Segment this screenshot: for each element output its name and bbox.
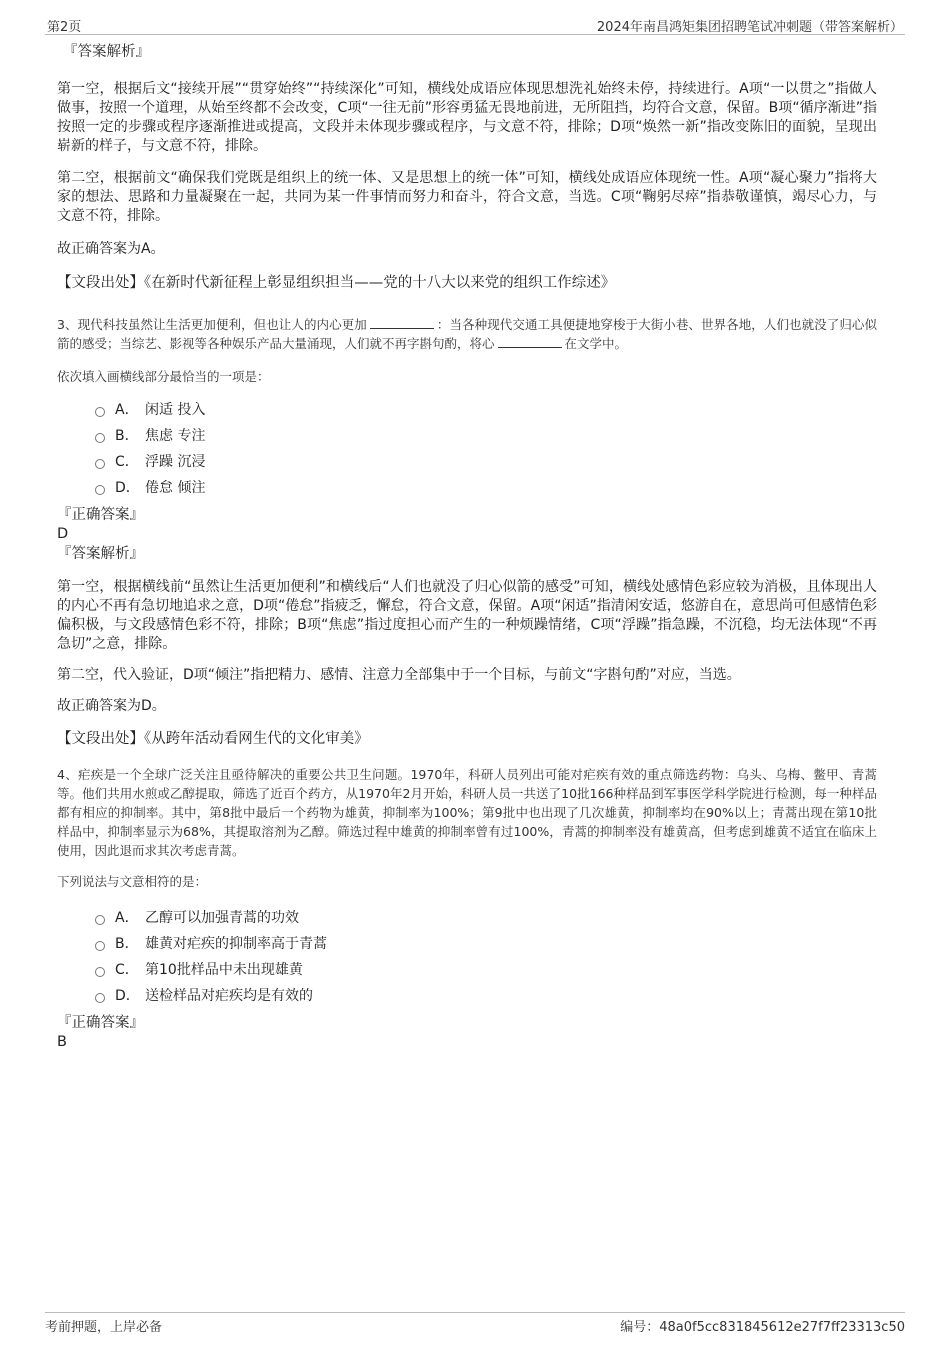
q3-conclusion: 故正确答案为D。 <box>57 698 166 714</box>
footer-slogan: 考前押题，上岸必备 <box>45 1320 163 1335</box>
q3-stem-part-3: 在文学中。 <box>564 336 628 351</box>
q2-conclusion: 故正确答案为A。 <box>57 241 165 257</box>
q3-option-c[interactable]: C． 浮躁 沉浸 <box>95 449 877 475</box>
page-number: 第2页 <box>47 20 82 35</box>
q3-answer: D <box>57 526 69 542</box>
q3-blank-1 <box>370 315 434 329</box>
q3-stem-part-1: 3、现代科技虽然让生活更加便利，但也让人的内心更加 <box>57 317 367 332</box>
q4-answer: B <box>57 1034 67 1050</box>
q3-stem <box>57 315 877 353</box>
radio-icon[interactable] <box>95 407 105 417</box>
page-footer <box>45 1312 905 1333</box>
radio-icon[interactable] <box>95 967 105 977</box>
q3-blank-2 <box>498 334 562 348</box>
q4-option-c[interactable]: C． 第10批样品中未出现雄黄 <box>95 957 877 983</box>
radio-icon[interactable] <box>95 941 105 951</box>
q2-analysis-paragraph-2: 第二空，根据前文“确保我们党既是组织上的统一体、又是思想上的统一体”可知，横线处成语应体现统一性。A项“凝心聚力”指将大家的想法、思路和力量凝聚在一起，共同为某一件事情而努力和奋斗，符合文意，当选。C项“鞠躬尽瘁”指恭敬谨慎，竭尽心力，与文意不符，排除。 <box>57 170 877 224</box>
q2-analysis-paragraph-1: 第一空，根据后文“接续开展”“贯穿始终”“持续深化”可知，横线处成语应体现思想洗礼始终未停，持续进行。A项“一以贯之”指做人做事，按照一个道理，从始至终都不会改变，C项“一往无前”形容勇猛无畏地前进，无所阻挡，均符合文意，保留。B项“循序渐进”指按照一定的步骤或程序逐渐推进或提高，文段并未体现步骤或程序，与文意不符，排除；D项“焕然一新”指改变陈旧的面貌，呈现出崭新的样子，与文意不符，排除。 <box>57 81 877 154</box>
radio-icon[interactable] <box>95 915 105 925</box>
radio-icon[interactable] <box>95 459 105 469</box>
page-header <box>45 14 905 35</box>
q4-answer-label: 『正确答案』 <box>57 1015 144 1031</box>
q4-option-b[interactable]: B． 雄黄对疟疾的抑制率高于青蒿 <box>95 931 877 957</box>
q4-options <box>95 905 877 1009</box>
q4-option-a[interactable]: A． 乙醇可以加强青蒿的功效 <box>95 905 877 931</box>
q2-analysis-label: 『答案解析』 <box>63 44 150 60</box>
radio-icon[interactable] <box>95 433 105 443</box>
q3-option-b[interactable]: B． 焦虑 专注 <box>95 423 877 449</box>
q4-stem: 4、疟疾是一个全球广泛关注且亟待解决的重要公共卫生问题。1970年，科研人员列出可能对疟疾有效的重点筛选药物：乌头、乌梅、鳖甲、青蒿等。他们共用水煎或乙醇提取，筛选了近百个药方，从1970年2月开始，科研人员一共送了10批166种样品到军事医学科学院进行检测，每一种样品都有相应的抑制率。其中，第8批中最后一个药物为雄黄，抑制率为100%；第9批中也出现了几次雄黄，抑制率均在90%以上；青蒿出现在第10批样品中，抑制率显示为68%，其提取溶剂为乙醇。筛选过程中雄黄的抑制率曾有过100%，青蒿的抑制率没有雄黄高，但考虑到雄黄不适宜在临床上使用，因此退而求其次考虑青蒿。 <box>57 767 877 858</box>
q3-answer-label: 『正确答案』 <box>57 507 144 523</box>
q3-option-a[interactable]: A． 闲适 投入 <box>95 397 877 423</box>
q3-prompt: 依次填入画横线部分最恰当的一项是： <box>57 369 270 384</box>
q4-option-d[interactable]: D． 送检样品对疟疾均是有效的 <box>95 983 877 1009</box>
q3-source: 【文段出处】《从跨年活动看网生代的文化审美》 <box>57 731 369 747</box>
q2-source: 【文段出处】《在新时代新征程上彰显组织担当——党的十八大以来党的组织工作综述》 <box>57 275 616 291</box>
page-content <box>57 42 877 1052</box>
q3-analysis-label: 『答案解析』 <box>57 546 144 562</box>
q3-analysis-paragraph-2: 第二空，代入验证，D项“倾注”指把精力、感情、注意力全部集中于一个目标，与前文“字斟句酌”对应，当选。 <box>57 667 741 683</box>
q3-options <box>95 397 877 501</box>
radio-icon[interactable] <box>95 993 105 1003</box>
q3-option-d[interactable]: D． 倦怠 倾注 <box>95 475 877 501</box>
q3-stem-part-2: ：当各种现代交通工具便捷地穿梭于大街小巷、世界各地，人们也就没了归心似箭的感受；当综艺、影视等各种娱乐产品大量涌现，人们就不再字斟句酌，将心 <box>57 317 877 351</box>
document-id: 编号：48a0f5cc831845612e27f7ff23313c50 <box>620 1320 905 1335</box>
radio-icon[interactable] <box>95 485 105 495</box>
q4-prompt: 下列说法与文意相符的是： <box>57 874 208 889</box>
q3-analysis-paragraph-1: 第一空，根据横线前“虽然让生活更加便利”和横线后“人们也就没了归心似箭的感受”可知，横线处感情色彩应较为消极，且体现出人的内心不再有急切地追求之意，D项“倦怠”指疲乏，懈怠，符合文意，保留。A项“闲适”指清闲安适，悠游自在，意思尚可但感情色彩偏积极，与文段感情色彩不符，排除；B项“焦虑”指过度担心而产生的一种烦躁情绪，C项“浮躁”指急躁，不沉稳，均无法体现“不再急切”之意，排除。 <box>57 579 877 652</box>
document-title: 2024年南昌鸿矩集团招聘笔试冲刺题（带答案解析） <box>596 20 903 35</box>
